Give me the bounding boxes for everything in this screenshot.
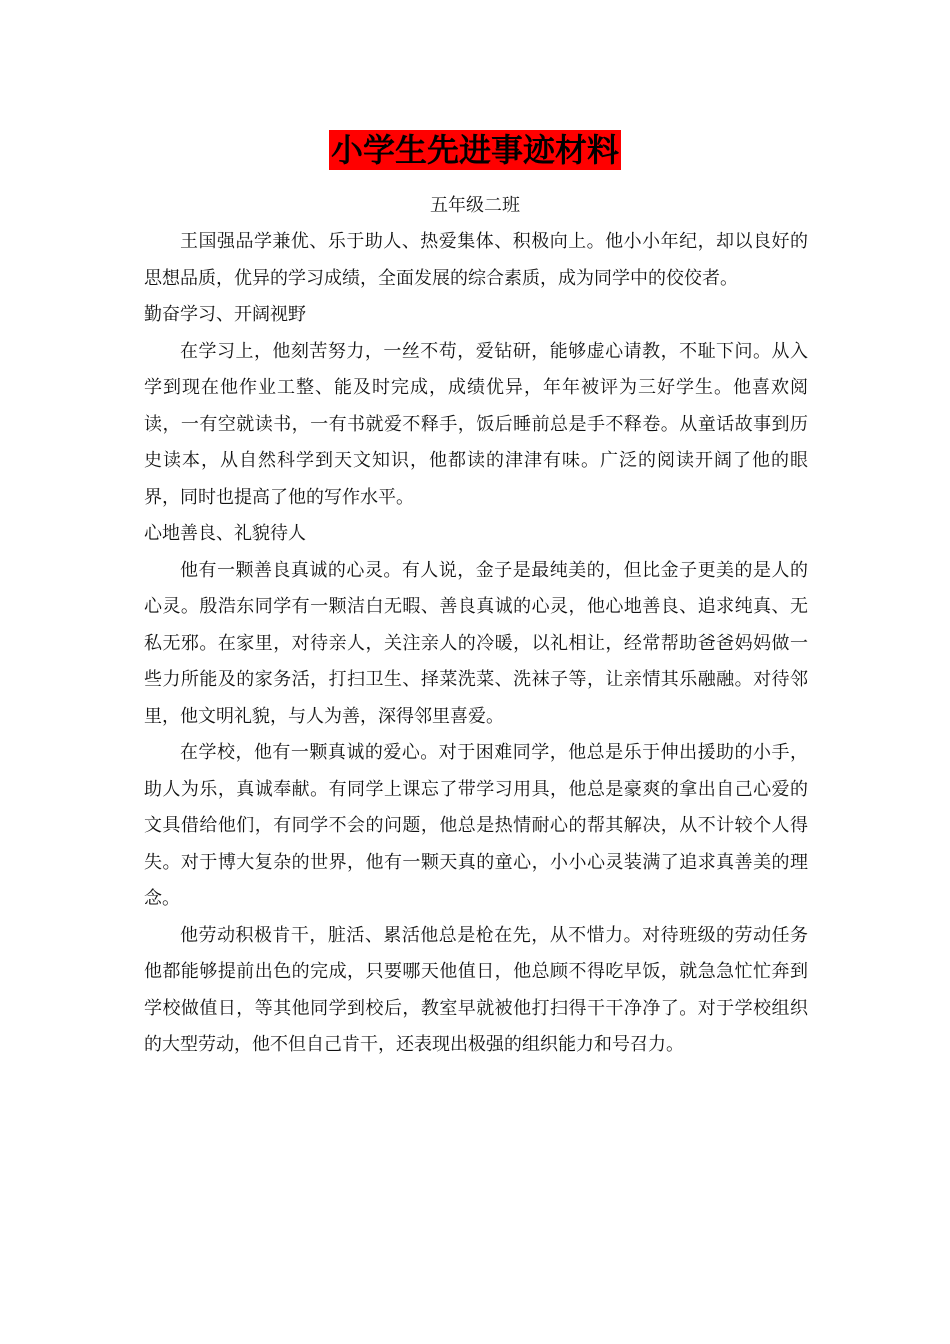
section-heading-kindness: 心地善良、礼貌待人	[144, 523, 306, 544]
document-body	[144, 224, 808, 1064]
paragraph-study: 在学习上，他刻苦努力，一丝不苟，爱钻研，能够虚心请教，不耻下问。从入学到现在他作业工整、能及时完成，成绩优异，年年被评为三好学生。他喜欢阅读，一有空就读书，一有书就爱不释手，饭后睡前总是手不释卷。从童话故事到历史读本，从自然科学到天文知识，他都读的津津有味。广泛的阅读开阔了他的眼界，同时也提高了他的写作水平。	[144, 340, 808, 508]
document-title: 小学生先进事迹材料	[330, 131, 619, 169]
paragraph-labor: 他劳动积极肯干，脏活、累活他总是枪在先，从不惜力。对待班级的劳动任务他都能够提前出色的完成，只要哪天他值日，他总顾不得吃早饭，就急急忙忙奔到学校做值日，等其他同学到校后，教室早就被他打扫得干干净净了。对于学校组织的大型劳动，他不但自己肯干，还表现出极强的组织能力和号召力。	[144, 924, 808, 1055]
document-subtitle: 五年级二班	[430, 195, 520, 216]
paragraph-intro: 王国强品学兼优、乐于助人、热爱集体、积极向上。他小小年纪，却以良好的思想品质，优异的学习成绩，全面发展的综合素质，成为同学中的佼佼者。	[144, 231, 808, 289]
section-heading-study: 勤奋学习、开阔视野	[144, 304, 306, 325]
paragraph-kindness-school: 在学校，他有一颗真诚的爱心。对于困难同学，他总是乐于伸出援助的小手，助人为乐，真诚奉献。有同学上课忘了带学习用具，他总是豪爽的拿出自己心爱的文具借给他们，有同学不会的问题，他总是热情耐心的帮其解决，从不计较个人得失。对于博大复杂的世界，他有一颗天真的童心，小小心灵装满了追求真善美的理念。	[144, 742, 808, 909]
paragraph-kindness-home: 他有一颗善良真诚的心灵。有人说，金子是最纯美的，但比金子更美的是人的心灵。殷浩东同学有一颗洁白无暇、善良真诚的心灵，他心地善良、追求纯真、无私无邪。在家里，对待亲人，关注亲人的冷暖，以礼相让，经常帮助爸爸妈妈做一些力所能及的家务活，打扫卫生、择菜洗菜、洗袜子等，让亲情其乐融融。对待邻里，他文明礼貌，与人为善，深得邻里喜爱。	[144, 559, 808, 727]
title-container	[0, 130, 950, 170]
